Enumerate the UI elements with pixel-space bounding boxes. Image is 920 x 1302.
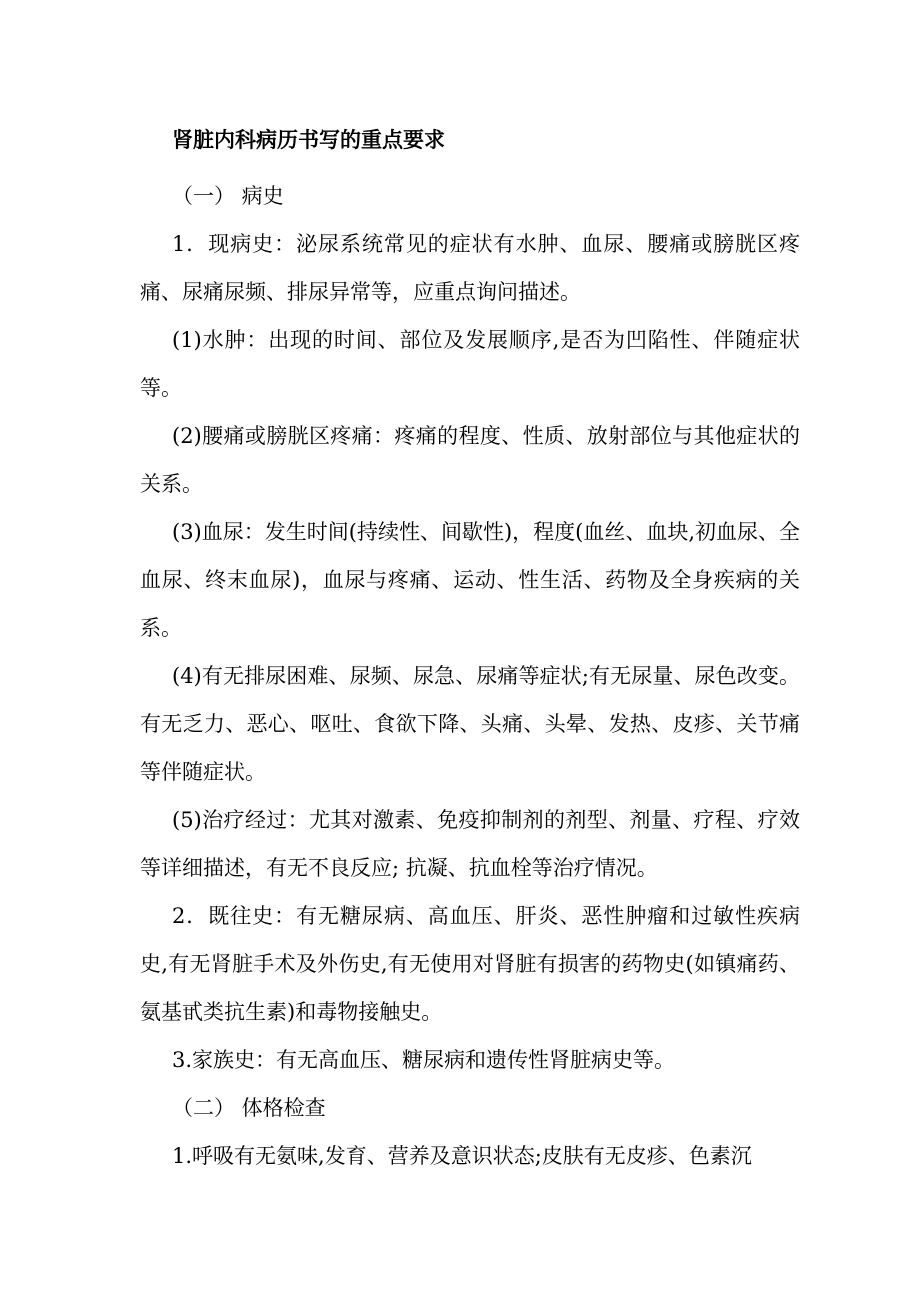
paragraph-hematuria: (3)血尿：发生时间(持续性、间歇性)，程度(血丝、血块,初血尿、全血尿、终末血尿)，血尿与疼痛、运动、性生活、药物及全身疾病的关系。 <box>140 520 800 640</box>
document-title: 肾脏内科病历书写的重点要求 <box>172 127 445 152</box>
paragraph-urination: (4)有无排尿困难、尿频、尿急、尿痛等症状;有无尿量、尿色改变。有无乏力、恶心、呕吐、食欲下降、头痛、头晕、发热、皮疹、关节痛等伴随症状。 <box>140 664 800 784</box>
paragraph-past-history: 2．既往史：有无糖尿病、高血压、肝炎、恶性肿瘤和过敏性疾病史,有无肾脏手术及外伤史,有无使用对肾脏有损害的药物史(如镇痛药、氨基甙类抗生素)和毒物接触史。 <box>140 904 800 1024</box>
section-heading-exam: （二） 体格检查 <box>172 1096 326 1120</box>
section-heading-history: （一） 病史 <box>172 184 284 208</box>
paragraph-pain: (2)腰痛或膀胱区疼痛：疼痛的程度、性质、放射部位与其他症状的关系。 <box>140 424 800 496</box>
paragraph-treatment: (5)治疗经过：尤其对激素、免疫抑制剂的剂型、剂量、疗程、疗效等详细描述，有无不良反应; 抗凝、抗血栓等治疗情况。 <box>140 808 800 880</box>
paragraph-present-illness: 1．现病史：泌尿系统常见的症状有水肿、血尿、腰痛或膀胱区疼痛、尿痛尿频、排尿异常等，应重点询问描述。 <box>140 232 800 304</box>
paragraph-exam-1: 1.呼吸有无氨味,发育、营养及意识状态;皮肤有无皮疹、色素沉 <box>172 1144 752 1168</box>
paragraph-family-history: 3.家族史：有无高血压、糖尿病和遗传性肾脏病史等。 <box>172 1048 676 1072</box>
paragraph-edema: (1)水肿：出现的时间、部位及发展顺序,是否为凹陷性、伴随症状等。 <box>140 328 800 400</box>
